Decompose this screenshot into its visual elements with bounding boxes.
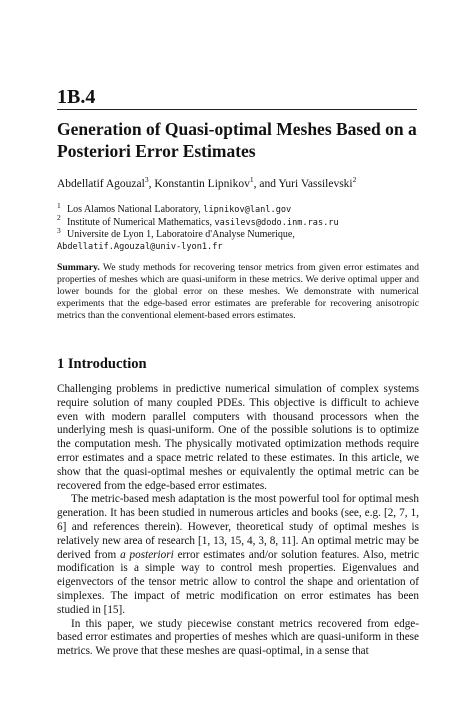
- section-number: 1: [57, 356, 65, 372]
- affiliation-list: [57, 200, 427, 253]
- italic-phrase: a posteriori: [120, 548, 174, 561]
- affiliation: $^2$ Institute of Numerical Mathematics, vasilevs@dodo.inm.ras.ru: [57, 213, 339, 228]
- paragraph-segment: The metric-based mesh adaptation is the most powerful tool for optimal mesh generation. It has been studied in numerous articles and books (see, e.g. [2, 7, 1, 6] and references therein). However, theoretical study of optimal meshes is relatively new area of research [1, 13, 15, 4, 3, 8, 11]. An optimal metric may be derived from: [57, 493, 419, 561]
- summary-label: Summary.: [57, 262, 100, 273]
- section-heading: [57, 356, 147, 373]
- author-affil-mark: 1: [249, 175, 254, 185]
- body-paragraph: In this paper, we study piecewise constant metrics recovered from edge-based error estimates and properties of meshes which are quasi-uniform in these metrics. We prove that these meshes are quasi-optimal, in a sense that: [57, 617, 419, 658]
- author-name: Yuri Vassilevski: [278, 178, 353, 190]
- affiliation-text: Los Alamos National Laboratory,: [67, 204, 204, 215]
- affiliation-email: vasilevs@dodo.inm.ras.ru: [214, 217, 339, 228]
- body-paragraph: Challenging problems in predictive numerical simulation of complex systems require solution of many coupled PDEs. This objective is difficult to achieve even with modern parallel computers with thousand processors when the underlying mesh is quasi-uniform. One of the possible solutions is to optimize the computation mesh. The physically motivated optimization methods require error estimates and a space metric related to these estimates. In this article, we show that the quasi-optimal meshes or equivalently the optimal metric can be recovered from the edge-based error estimates.: [57, 383, 419, 492]
- author-name: Konstantin Lipnikov: [154, 178, 250, 190]
- affiliation-text: Universite de Lyon 1, Laboratoire d'Analyse Numerique,: [67, 229, 295, 240]
- summary-abstract: [57, 262, 419, 322]
- author-affil-mark: 3: [144, 175, 149, 185]
- chapter-rule: [57, 109, 417, 110]
- chapter-number: 1B.4: [57, 86, 96, 108]
- author-separator: , and: [253, 178, 279, 190]
- section-title: Introduction: [67, 356, 147, 372]
- affiliation-email: Abdellatif.Agouzal@univ-lyon1.fr: [57, 241, 223, 252]
- summary-text: We study methods for recovering tensor metrics from given error estimates and properties of meshes which are quasi-uniform in these metrics. We derive optimal upper and lower bounds for the global error on these meshes. We demonstrate with numerical experiments that the edge-based error estimates are preferable for recovering anisotropic metrics than the conventional element-based errors estimates.: [57, 262, 419, 322]
- body-paragraph: [57, 493, 419, 617]
- author-affil-mark: 2: [352, 175, 357, 185]
- body-text: [57, 383, 419, 659]
- affiliation-email: lipnikov@lanl.gov: [203, 205, 292, 215]
- author-separator: ,: [148, 178, 155, 190]
- affiliation: $^3$ Universite de Lyon 1, Laboratoire d'Analyse Numerique,: [57, 225, 295, 240]
- author-name: Abdellatif Agouzal: [57, 178, 145, 190]
- author-list: [57, 175, 427, 190]
- paper-title: Generation of Quasi-optimal Meshes Based on a Posteriori Error Estimates: [57, 119, 417, 161]
- affiliation-text: Institute of Numerical Mathematics,: [67, 216, 215, 228]
- affiliation-continuation: [57, 241, 427, 254]
- affiliation: $^1$ Los Alamos National Laboratory, lipnikov@lanl.gov: [57, 200, 292, 215]
- paragraph-segment: error estimates and/or solution features. Also, metric modification is a simple way to control mesh properties. Eigenvalues and eigenvectors of the tensor metric allow to control the shape and orientation of simplexes. The impact of metric modification on error estimates has been studied in [15].: [57, 548, 420, 616]
